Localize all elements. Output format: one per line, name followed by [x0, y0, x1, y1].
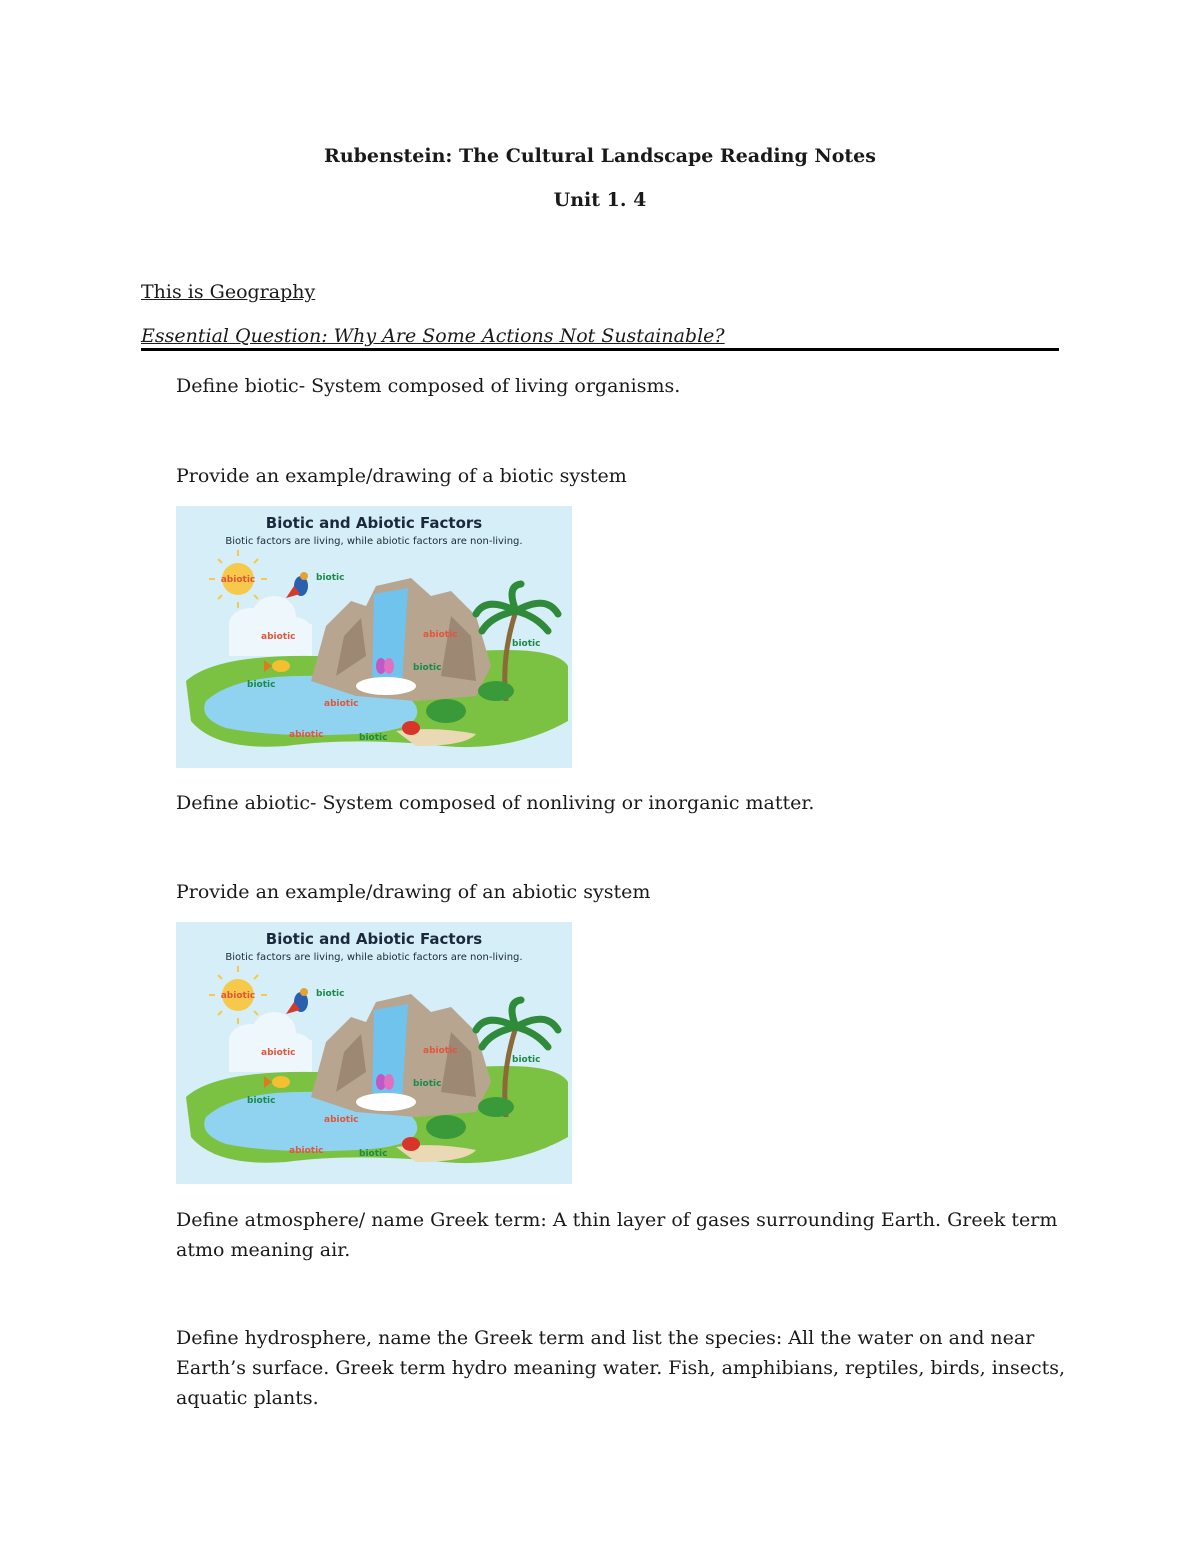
abiotic-example-prompt: Provide an example/drawing of an abiotic system: [176, 881, 651, 903]
label-biotic: biotic: [512, 639, 541, 649]
label-abiotic: abiotic: [289, 1146, 324, 1156]
label-abiotic: abiotic: [220, 575, 256, 585]
label-abiotic: abiotic: [324, 699, 359, 709]
bush-icon: [426, 1115, 466, 1139]
label-abiotic: abiotic: [423, 1046, 458, 1056]
atmosphere-definition-cont: atmo meaning air.: [176, 1239, 351, 1261]
biotic-definition: Define biotic- System composed of living organisms.: [176, 375, 681, 397]
label-biotic: biotic: [359, 1149, 388, 1159]
figure-title: Biotic and Abiotic Factors: [265, 930, 483, 948]
label-abiotic: abiotic: [324, 1115, 359, 1125]
label-abiotic: abiotic: [423, 630, 458, 640]
label-biotic: biotic: [316, 989, 345, 999]
unit-heading: Unit 1. 4: [553, 189, 647, 211]
abiotic-definition: Define abiotic- System composed of nonliving or inorganic matter.: [176, 792, 815, 814]
label-biotic: biotic: [359, 733, 388, 743]
hydrosphere-definition: Define hydrosphere, name the Greek term and list the species: All the water on and near: [176, 1327, 1035, 1349]
biotic-example-prompt: Provide an example/drawing of a biotic system: [176, 465, 627, 487]
hydrosphere-definition-cont: Earth’s surface. Greek term hydro meaning water. Fish, amphibians, reptiles, birds, insects,: [176, 1357, 1066, 1379]
label-biotic: biotic: [247, 1096, 276, 1106]
label-biotic: biotic: [247, 680, 276, 690]
figure-subtitle: Biotic factors are living, while abiotic factors are non-living.: [225, 952, 523, 963]
label-biotic: biotic: [413, 663, 442, 673]
label-biotic: biotic: [512, 1055, 541, 1065]
bush-icon: [478, 1097, 514, 1117]
label-abiotic: abiotic: [289, 730, 324, 740]
bush-icon: [478, 681, 514, 701]
biotic-abiotic-illustration-1: [176, 506, 572, 768]
label-biotic: biotic: [316, 573, 345, 583]
figure-subtitle: Biotic factors are living, while abiotic factors are non-living.: [225, 536, 523, 547]
hydrosphere-definition-cont: aquatic plants.: [176, 1387, 319, 1409]
crab-icon: [402, 1137, 420, 1151]
label-abiotic: abiotic: [261, 1048, 296, 1058]
label-biotic: biotic: [413, 1079, 442, 1089]
document-title: Rubenstein: The Cultural Landscape Reading Notes: [324, 145, 876, 167]
label-abiotic: abiotic: [261, 632, 296, 642]
atmosphere-definition: Define atmosphere/ name Greek term: A thin layer of gases surrounding Earth. Greek term: [176, 1209, 1058, 1231]
section-heading: This is Geography: [141, 281, 316, 303]
essential-question: Essential Question: Why Are Some Actions Not Sustainable?: [141, 325, 725, 347]
divider-rule: [141, 348, 1059, 351]
crab-icon: [402, 721, 420, 735]
label-abiotic: abiotic: [220, 991, 256, 1001]
biotic-abiotic-illustration-2: [176, 922, 572, 1184]
bush-icon: [426, 699, 466, 723]
figure-title: Biotic and Abiotic Factors: [265, 514, 483, 532]
